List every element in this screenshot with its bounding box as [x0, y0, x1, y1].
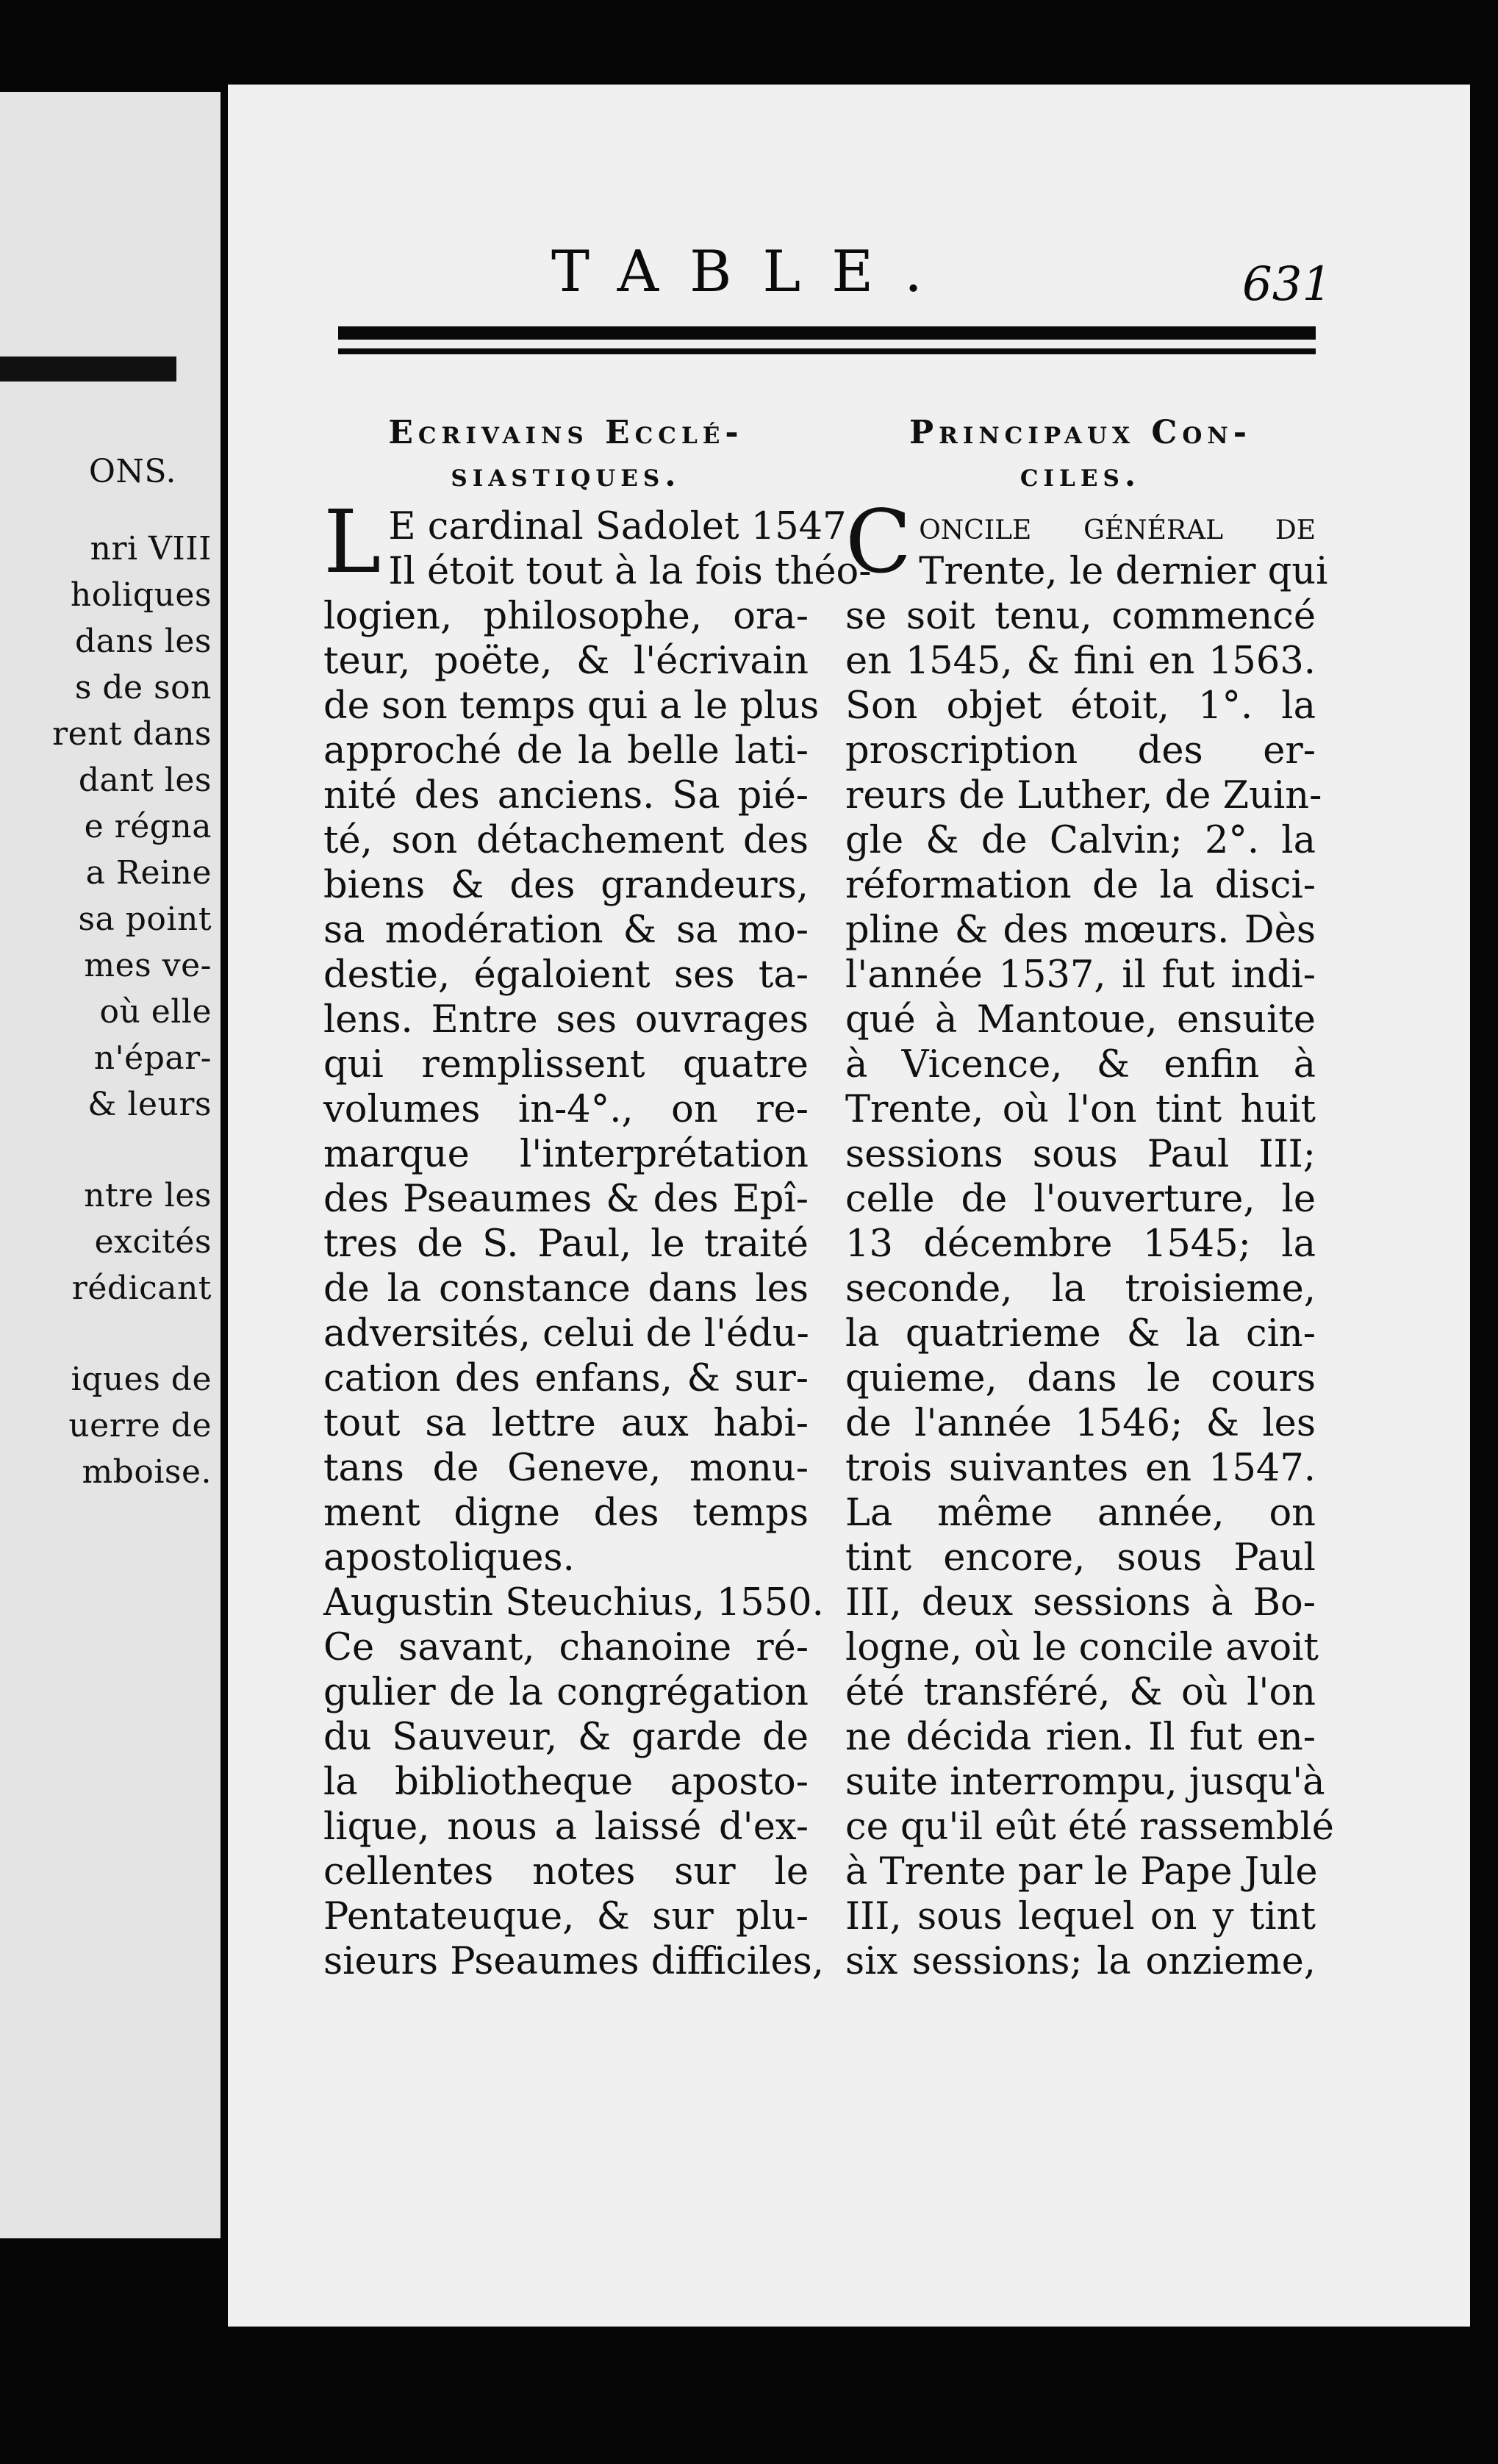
left-page-line: où elle — [99, 993, 212, 1031]
left-page-line: a Reine — [85, 854, 212, 892]
left-page-line: e régna — [84, 808, 212, 845]
text-line: tans de Geneve, monu- — [323, 1447, 809, 1490]
left-page-line: n'épar- — [93, 1039, 212, 1077]
text-line: la quatrieme & la cin- — [845, 1312, 1316, 1355]
text-line: marque l'interprétation — [323, 1133, 809, 1176]
facing-page-fragment — [0, 92, 221, 2238]
left-page-line: dans les — [75, 623, 212, 660]
text-line: en 1545, & fini en 1563. — [845, 640, 1316, 683]
left-page-line: & leurs — [87, 1086, 212, 1123]
text-line: des Pseaumes & des Epî- — [323, 1178, 809, 1221]
text-line: Pentateuque, & sur plu- — [323, 1895, 809, 1938]
text-line: destie, égaloient ses ta- — [323, 953, 809, 997]
text-line: ne décida rien. Il fut en- — [845, 1716, 1316, 1759]
text-line: III, sous lequel on y tint — [845, 1895, 1316, 1938]
text-line: oncile général de — [919, 505, 1316, 548]
text-line: reurs de Luther, de Zuin- — [845, 774, 1322, 817]
text-line: té, son détachement des — [323, 819, 809, 862]
text-line: sa modération & sa mo- — [323, 909, 809, 952]
column-conciles — [845, 412, 1334, 1984]
heading-line: siastiques. — [451, 456, 681, 494]
heading-line: Ecrivains Ecclé- — [388, 414, 744, 451]
text-line: nité des anciens. Sa pié- — [323, 774, 809, 817]
text-line: pline & des mœurs. Dès — [845, 909, 1316, 952]
text-line: Trente, le dernier qui — [919, 550, 1328, 593]
left-page-line: iques de — [71, 1361, 212, 1398]
text-line: ment digne des temps — [323, 1491, 809, 1535]
left-page-line: mboise. — [82, 1453, 212, 1491]
left-page-line: excités — [94, 1223, 212, 1261]
text-line: à Trente par le Pape Jule — [845, 1850, 1318, 1894]
text-line: de son temps qui a le plus — [323, 684, 820, 728]
text-line: qui remplissent quatre — [323, 1043, 809, 1086]
text-line: cellentes notes sur le — [323, 1850, 809, 1894]
left-page-line: rent dans — [52, 715, 212, 753]
text-line: sieurs Pseaumes difficiles, — [323, 1940, 825, 1983]
text-line: volumes in-4°., on re- — [323, 1088, 809, 1131]
text-line: proscription des er- — [845, 729, 1316, 773]
text-line: logne, où le concile avoit — [845, 1626, 1319, 1669]
text-line: approché de la belle lati- — [323, 729, 809, 773]
text-line: sessions sous Paul III; — [845, 1133, 1316, 1176]
left-page-line: s de son — [74, 669, 212, 706]
text-line: de l'année 1546; & les — [845, 1402, 1316, 1445]
text-line: gulier de la congrégation — [323, 1671, 809, 1714]
text-line: tout sa lettre aux habi- — [323, 1402, 809, 1445]
text-line: teur, poëte, & l'écrivain — [323, 640, 809, 683]
text-line: Ce savant, chanoine ré- — [323, 1626, 809, 1669]
left-page-line: holiques — [70, 576, 212, 614]
drop-cap: L — [323, 491, 381, 592]
text-line: été transféré, & où l'on — [845, 1671, 1316, 1714]
text-line: lique, nous a laissé d'ex- — [323, 1805, 809, 1849]
text-line: se soit tenu, commencé — [845, 595, 1316, 638]
left-page-rule — [0, 357, 176, 382]
text-line: de la constance dans les — [323, 1267, 809, 1311]
text-line: lens. Entre ses ouvrages — [323, 998, 809, 1042]
page-number: 631 — [1242, 257, 1333, 312]
header-rule-thin — [338, 348, 1316, 354]
text-line: suite interrompu, jusqu'à — [845, 1761, 1325, 1804]
text-line: E cardinal Sadolet 1547. — [388, 505, 859, 548]
drop-cap: C — [845, 491, 912, 592]
text-line: la bibliotheque aposto- — [323, 1761, 809, 1804]
text-line: gle & de Calvin; 2°. la — [845, 819, 1316, 862]
left-page-line: nri VIII — [90, 530, 212, 567]
entry-heading-line: Augustin Steuchius, 1550. — [323, 1581, 824, 1625]
heading-line: ciles. — [1019, 456, 1142, 494]
section-heading-ecrivains — [323, 412, 809, 497]
left-page-line: uerre de — [68, 1407, 212, 1444]
text-line: six sessions; la onzieme, — [845, 1940, 1316, 1983]
left-page-line: ONS. — [88, 453, 176, 490]
text-line: adversités, celui de l'édu- — [323, 1312, 809, 1355]
left-page-line: ntre les — [84, 1177, 212, 1214]
text-line: à Vicence, & enfin à — [845, 1043, 1316, 1086]
text-line: apostoliques. — [323, 1536, 575, 1580]
left-page-line: dant les — [78, 762, 212, 799]
column-ecrivains — [323, 412, 872, 1984]
text-line: logien, philosophe, ora- — [323, 595, 809, 638]
text-line: Trente, où l'on tint huit — [845, 1088, 1316, 1131]
header-rule-thick — [338, 326, 1316, 340]
left-page-line: sa point — [78, 900, 212, 938]
text-line: ce qu'il eût été rassemblé — [845, 1805, 1334, 1849]
section-heading-conciles — [845, 412, 1316, 497]
text-line: III, deux sessions à Bo- — [845, 1581, 1316, 1625]
text-line: tint encore, sous Paul — [845, 1536, 1316, 1580]
text-line: qué à Mantoue, ensuite — [845, 998, 1316, 1042]
left-page-line: mes ve- — [84, 947, 212, 984]
text-line: La même année, on — [845, 1491, 1316, 1535]
text-line: réformation de la disci- — [845, 864, 1316, 907]
text-line: du Sauveur, & garde de — [323, 1716, 809, 1759]
text-line: trois suivantes en 1547. — [845, 1447, 1316, 1490]
text-line: seconde, la troisieme, — [845, 1267, 1316, 1311]
text-line: celle de l'ouverture, le — [845, 1178, 1316, 1221]
text-line: Il étoit tout à la fois théo- — [388, 550, 872, 593]
text-line: l'année 1537, il fut indi- — [845, 953, 1316, 997]
text-line: quieme, dans le cours — [845, 1357, 1316, 1400]
text-line: tres de S. Paul, le traité — [323, 1222, 809, 1266]
running-title: TABLE. — [551, 239, 953, 305]
text-line: biens & des grandeurs, — [323, 864, 809, 907]
heading-line: Principaux Con- — [909, 414, 1252, 451]
left-page-line: rédicant — [71, 1269, 212, 1307]
text-line: cation des enfans, & sur- — [323, 1357, 809, 1400]
text-line: Son objet étoit, 1°. la — [845, 684, 1316, 728]
text-line: 13 décembre 1545; la — [845, 1222, 1316, 1266]
